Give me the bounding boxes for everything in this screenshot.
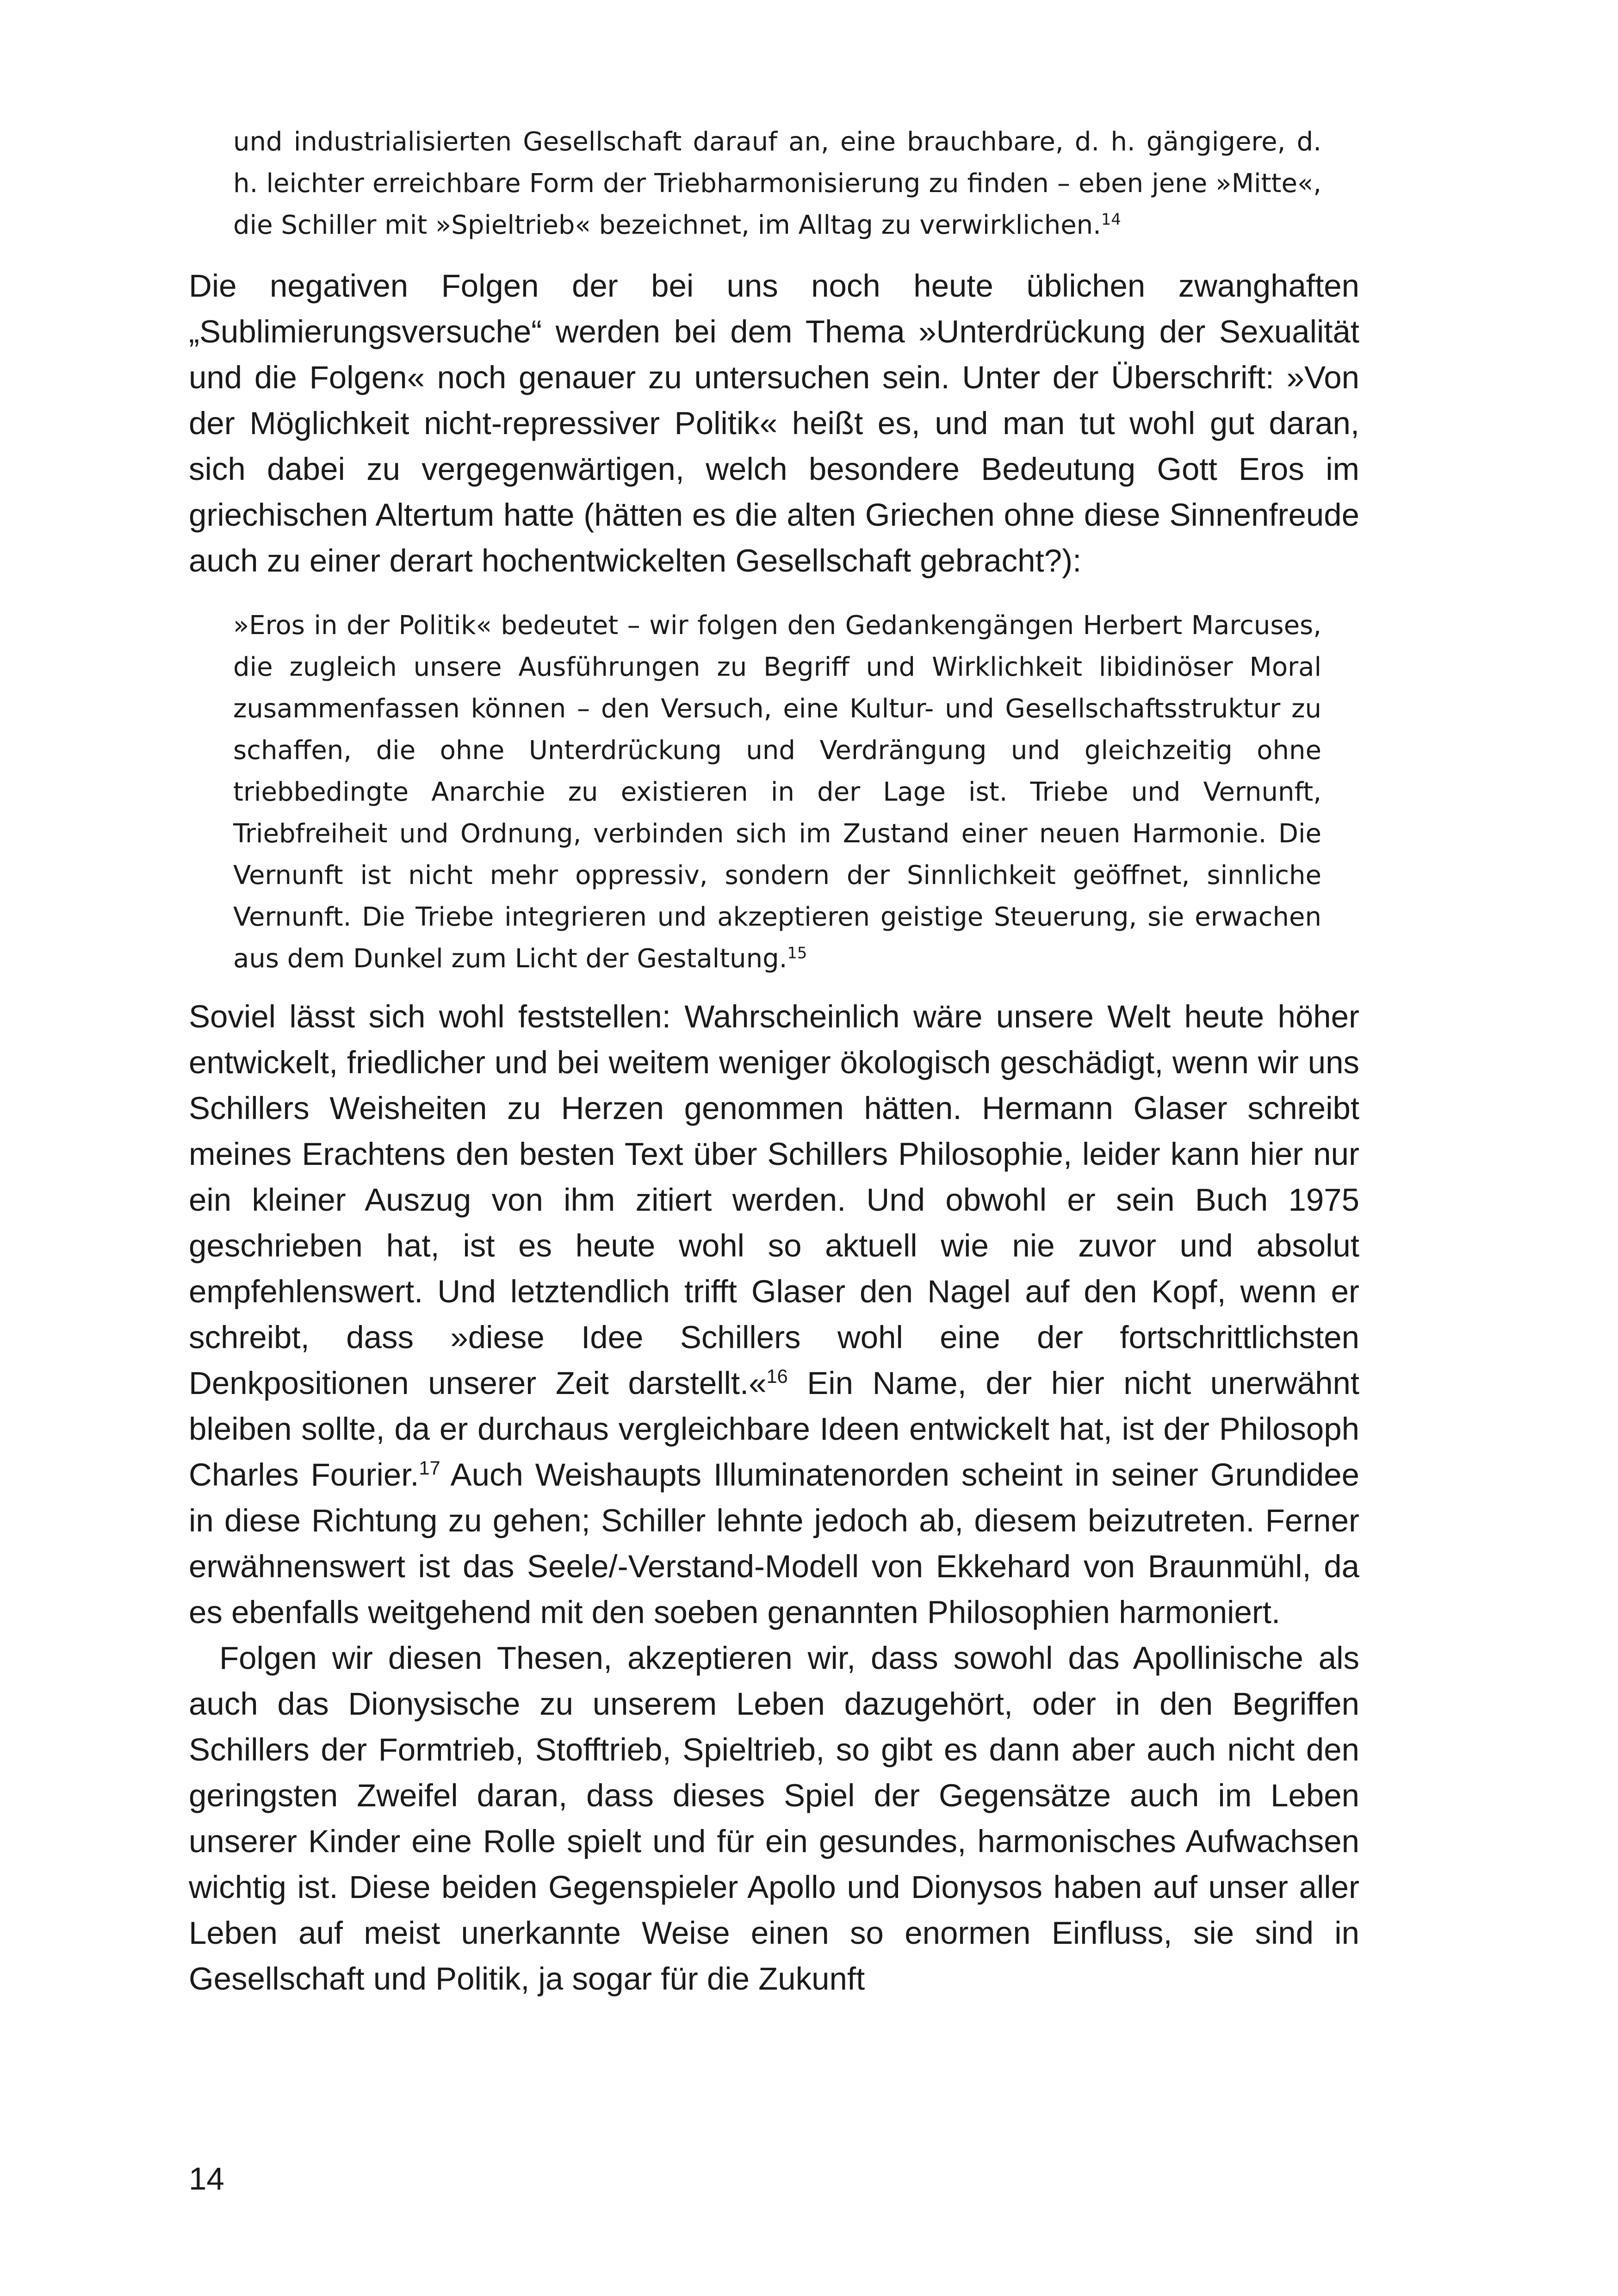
footnote-ref-15[interactable]: 15 [787, 944, 807, 962]
footnote-ref-14[interactable]: 14 [1101, 210, 1121, 229]
body-paragraph-3: Folgen wir diesen Thesen, akzeptieren wir, dass sowohl das Apollinische als auch das Dionysische zu unserem Leben dazugehört, oder in den Begriffen Schillers der Formtrieb, Stofftrieb, Spieltrieb, so gibt es dann aber auch nicht den geringsten Zweifel daran, dass dieses Spiel der Gegensätze auch im Leben unserer Kinder eine Rolle spielt und für ein gesundes, harmonisches Aufwachsen wichtig ist. Diese beiden Gegenspieler Apollo und Dionysos haben auf unser aller Leben auf meist unerkannte Weise einen so enormen Einfluss, sie sind in Gesellschaft und Politik, ja sogar für die Zukunft [189, 1640, 1359, 1997]
body-paragraph-2-part-3: Auch Weishaupts Illuminatenorden scheint in seiner Grundidee in diese Richtung zu gehen; Schiller lehnte jedoch ab, diesem beizutreten. Ferner erwähnenswert ist das Seele/-Verstand-Modell von Ekkehard von Braunmühl, da es ebenfalls weitgehend mit den soeben genannten Philosophien harmoniert. [189, 1457, 1359, 1630]
footnote-ref-16[interactable]: 16 [766, 1366, 788, 1387]
block-quote-1 [233, 121, 1321, 246]
body-paragraph-2 [189, 994, 1359, 1635]
block-quote-2-text: »Eros in der Politik« bedeutet – wir folgen den Gedankengängen Herbert Marcuses, die zugleich unsere Ausführungen zu Begriff und Wirklichkeit libidinöser Moral zusammenfassen können – den Versuch, eine Kultur- und Gesellschaftsstruktur zu schaffen, die ohne Unterdrückung und Verdrängung und gleichzeitig ohne triebbedingte Anarchie zu existieren in der Lage ist. Triebe und Vernunft, Triebfreiheit und Ordnung, verbinden sich im Zustand einer neuen Harmonie. Die Vernunft ist nicht mehr oppressiv, sondern der Sinnlichkeit geöffnet, sinnliche Vernunft. Die Triebe integrieren und akzeptieren geistige Steuerung, sie erwachen aus dem Dunkel zum Licht der Gestaltung. [233, 610, 1321, 974]
block-quote-1-text: und industrialisierten Gesellschaft darauf an, eine brauchbare, d. h. gängigere, d. h. leichter erreichbare Form der Triebharmonisierung zu finden – eben jene »Mitte«, die Schiller mit »Spieltrieb« bezeichnet, im Alltag zu verwirklichen. [233, 127, 1321, 240]
block-quote-2 [233, 605, 1321, 980]
page-content [189, 121, 1359, 2002]
body-paragraph-1: Die negativen Folgen der bei uns noch heute üblichen zwanghaften „Sublimierungsversuche“ werden bei dem Thema »Unterdrückung der Sexualität und die Folgen« noch genauer zu untersuchen sein. Unter der Überschrift: »Von der Möglichkeit nicht-repressiver Politik« heißt es, und man tut wohl gut daran, sich dabei zu vergegenwärtigen, welch besondere Bedeutung Gott Eros im griechischen Altertum hatte (hätten es die alten Griechen ohne diese Sinnenfreude auch zu einer derart hochentwickelten Gesellschaft gebracht?): [189, 268, 1359, 579]
footnote-ref-17[interactable]: 17 [419, 1457, 440, 1479]
body-paragraph-2-part-2: Ein Name, der hier nicht unerwähnt bleiben sollte, da er durchaus vergleichbare Ideen entwickelt hat, ist der Philosoph Charles Fourier. [189, 1365, 1360, 1493]
page-number: 14 [189, 2161, 224, 2196]
body-paragraph-2-part-1: Soviel lässt sich wohl feststellen: Wahrscheinlich wäre unsere Welt heute höher entwickelt, friedlicher und bei weitem weniger ökologisch geschädigt, wenn wir uns Schillers Weisheiten zu Herzen genommen hätten. Hermann Glaser schreibt meines Erachtens den besten Text über Schillers Philosophie, leider kann hier nur ein kleiner Auszug von ihm zitiert werden. Und obwohl er sein Buch 1975 geschrieben hat, ist es heute wohl so aktuell wie nie zuvor und absolut empfehlenswert. Und letztendlich trifft Glaser den Nagel auf den Kopf, wenn er schreibt, dass »diese Idee Schillers wohl eine der fortschrittlichsten Denkpositionen unserer Zeit darstellt.« [189, 999, 1359, 1401]
